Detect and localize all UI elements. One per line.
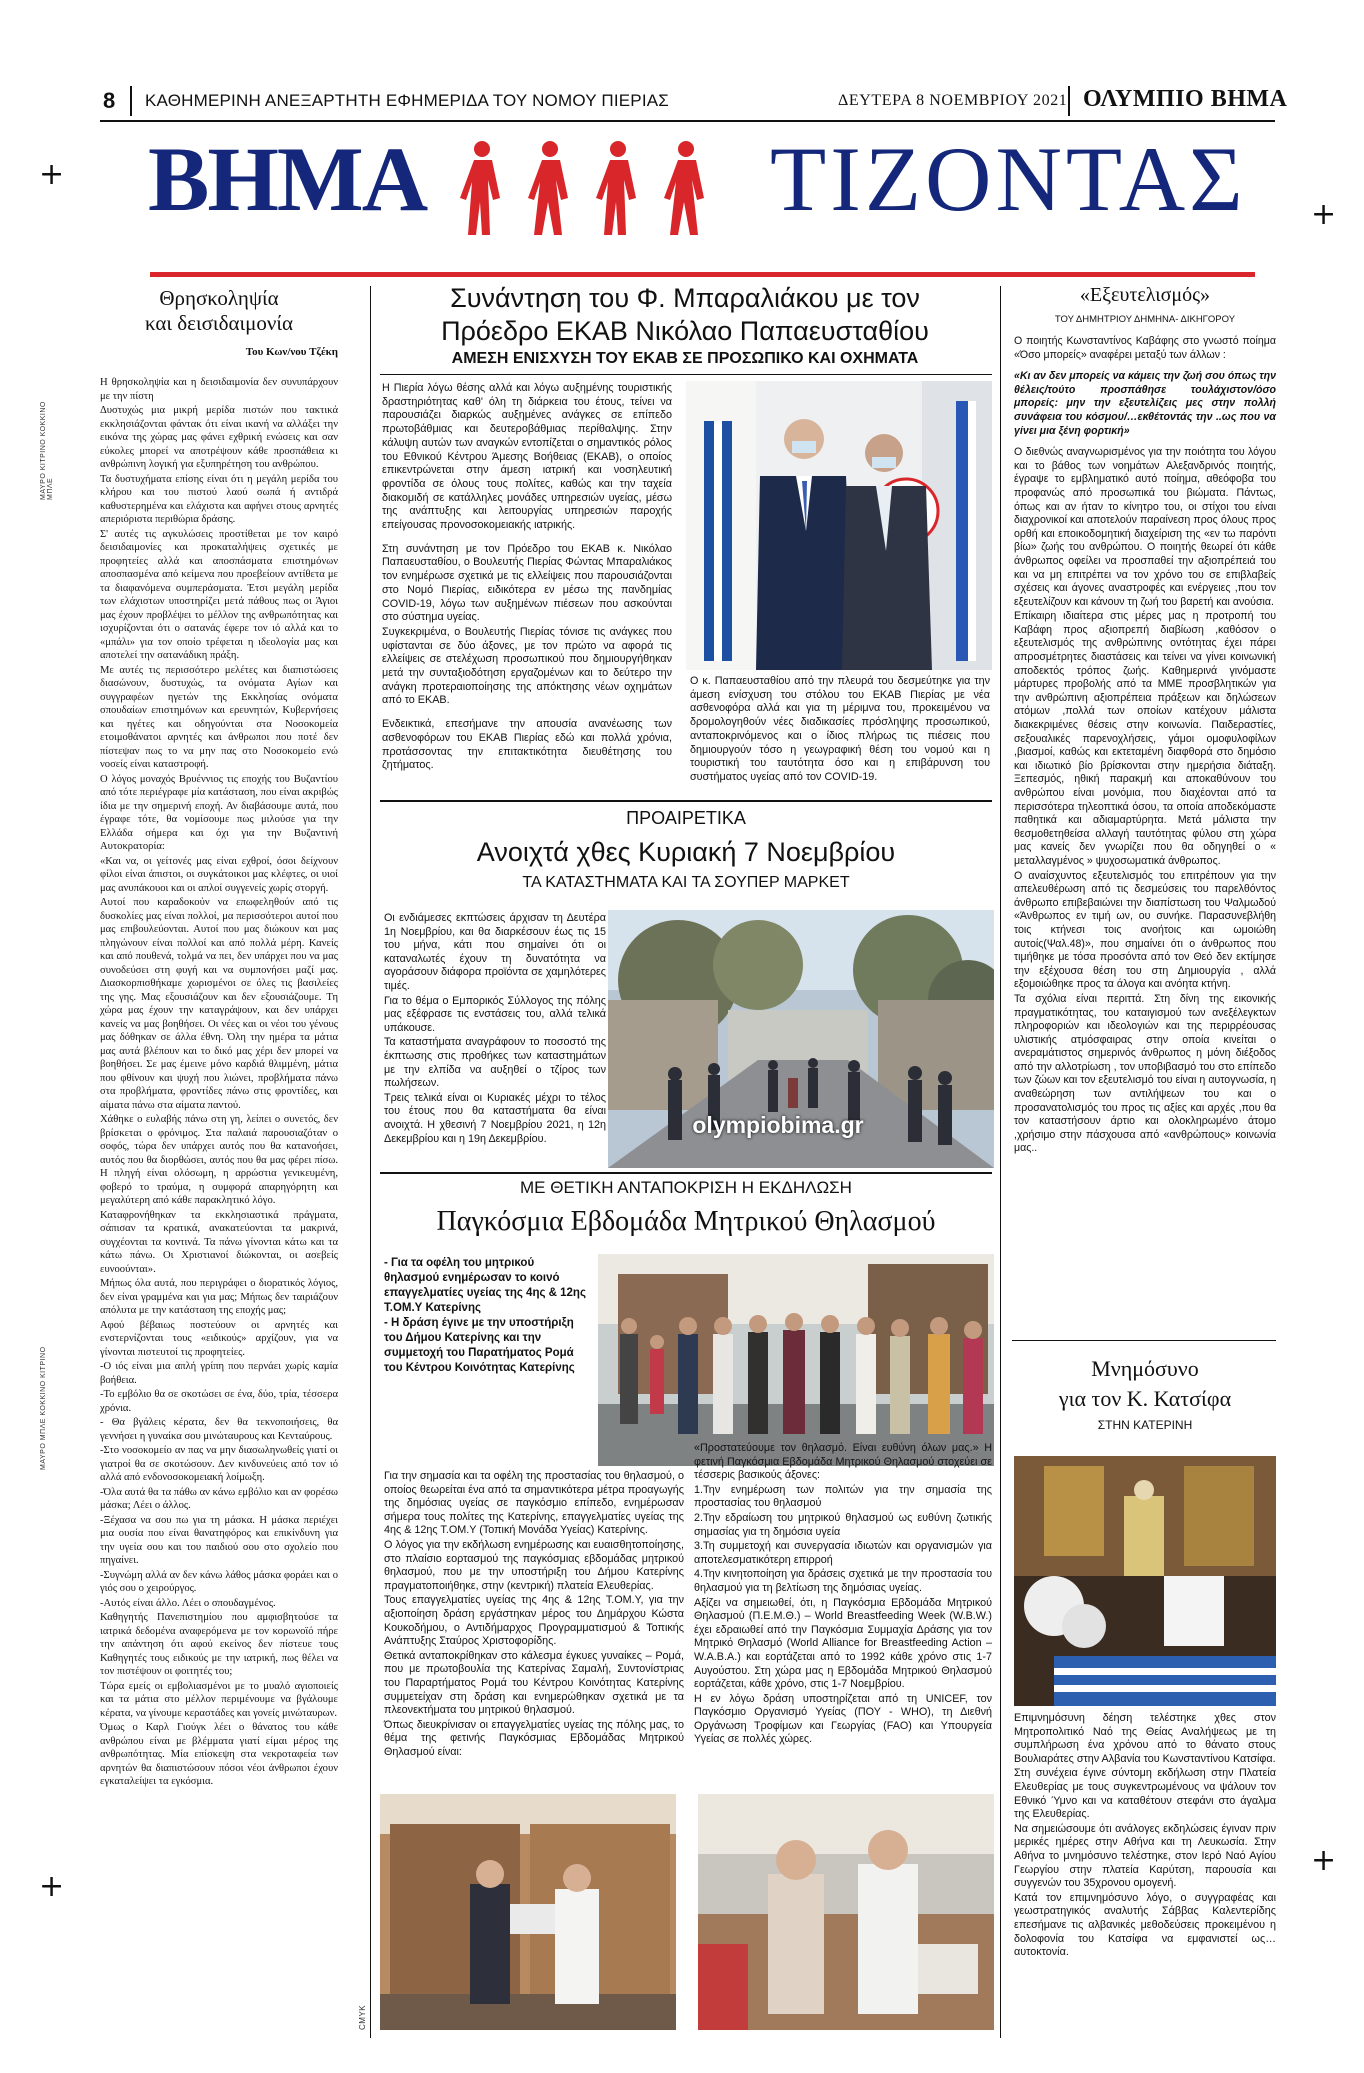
crop-mark: + bbox=[39, 1869, 65, 1904]
article-kicker: ΜΕ ΘΕΤΙΚΗ ΑΝΤΑΠΟΚΡΙΣΗ Η ΕΚΔΗΛΩΣΗ bbox=[520, 1178, 852, 1197]
paragraph: Κατά τον επιμνημόσυνο λόγο, ο συγγραφέας και γεωστρατηγικός αναλυτής Σάββας Καλεντερίδης επεσήμανε τις αλβανικές μεθοδεύσεις προκειμένου η δολοφονία του Κατσίφα να εμφανιστεί ως… αυτοκτονία. bbox=[1014, 1891, 1276, 1959]
paragraph: Μήπως όλα αυτά, που περιγράφει ο διορατικός λόγιος, δεν είναι γραμμένα και για μας; Μήπως δεν ταιριάζουν απόλυτα με την κατάσταση της εποχής μας; bbox=[100, 1278, 338, 1316]
article-author: ΤΟΥ ΔΗΜΗΤΡΙΟΥ ΔΗΜΗΝΑ- ΔΙΚΗΓΟΡΟΥ bbox=[1054, 314, 1236, 325]
article-humiliation bbox=[1014, 282, 1276, 1157]
poem-quote: «Κι αν δεν μπορείς να κάμεις την ζωή σου όπως την θέλεις/τούτο προσπάθησε τουλάχιστον/όσο μπορείς: μην την εξευτελίζεις μες στην πολλή συνάφεια του κόσμου/…εκθέτοντάς την ..ως που να γίνει μια ξένη φορτική» bbox=[1014, 370, 1276, 437]
article-body bbox=[384, 912, 606, 1147]
paragraph: Η θρησκοληψία και η δεισιδαιμονία δεν συνυπάρχουν με την πίστη bbox=[100, 377, 338, 402]
article-author: Του Κων/νου Τζέκη bbox=[245, 346, 338, 358]
article-title: για τον Κ. Κατσίφα bbox=[1058, 1386, 1232, 1411]
article-subtitle: ΣΤΗΝ ΚΑΤΕΡΙΝΗ bbox=[1097, 1418, 1193, 1432]
article-title: Θρησκοληψία bbox=[159, 286, 279, 310]
paragraph: -Ο ιός είναι μια απλή γρίπη που περνάει χωρίς καμία βοήθεια. bbox=[100, 1361, 338, 1386]
paragraph: - Θα βγάλεις κέρατα, δεν θα τεκνοποιήσεις, θα γεννήσει η γυναίκα σου μινώταυρους και Κενταύρους. bbox=[100, 1417, 338, 1442]
paragraph: Σ' αυτές τις αγκυλώσεις προστίθεται με τον καιρό δεισιδαιμονίες και προκαταλήψεις σχετικές με προφητείες αλλά και αποσπάσματα επιστημόνων αποσπασμένα από κείμενα που προεβείουν αντίθετα με τα διαφανόμενα συμπεράσματα. Έτσι μεγάλη μερίδα των ελάχιστων υποστηρίζει μετά πάθους πως οι Άγιοι μας έχουν προβλέψει το μέλλον της ανθρωπότητας και ισχυρίζονται ότι ο σατανάς έφερε τον ιό αλλά και το «μπάλι» για τον οποίο τρέφεται η ιδεολογία μας και αποτελεί την σατανάδικη πράξη. bbox=[100, 528, 338, 661]
paragraph: «Και να, οι γείτονές μας είναι εχθροί, όσοι δείχνουν φίλοι είναι άπιστοι, οι συγκάτοικοι μας κλέφτες, οι υιοί μας ανυπάκουοι και οι απλοί συγγενείς χωρίς στοργή. bbox=[100, 855, 338, 894]
paragraph: Η Πιερία λόγω θέσης αλλά και λόγω αυξημένης τουριστικής δραστηριότητας καθ' όλη τη διάρκεια του έτους, τείνει να παρουσιάζει διαρκώς αυξημένες ανάγκες σε επίπεδο πρωτοβάθμιας και δευτεροβάθμιας περίθαλψης. Στην κάλυψη αυτών των αναγκών εντοπίζεται ο σημαντικός ρόλος του Εθνικού Κέντρου Άμεσης Βοήθειας (ΕΚΑΒ), ο οποίος επικεντρώνεται στην άμεση ιατρική και νοσηλευτική φροντίδα σε όλους τους πολίτες, καθώς και την ταχεία διακομιδή σε κατάλληλες μονάδες υπηρεσιών υγείας, μέσω της ανάπτυξης και λειτουργίας υπηρεσιών παροχής επείγουσας προνοσοκομειακής ιατρικής. bbox=[382, 382, 672, 532]
paragraph: -Συγνώμη αλλά αν δεν κάνω λάθος μάσκα φοράει και ο γιός σου ο χειρούργος. bbox=[100, 1569, 338, 1594]
section-rule bbox=[380, 800, 992, 802]
paragraph: Καταφρονήθηκαν τα εκκλησιαστικά πράγματα, σάπισαν τα κρατικά, ανακατεύονται τα μακρινά, συγχέονται τα κοντινά. Τα πάνω γίνονται κάτω και τα κάτω πάνω. Οι Χριστιανοί διώκονται, οι ασεβείς ευνοούνται». bbox=[100, 1209, 338, 1275]
paragraph: Οι ενδιάμεσες εκπτώσεις άρχισαν τη Δευτέρα 1η Νοεμβρίου, και θα διαρκέσουν έως τις 15 του μήνα, κάτι που σημαίνει ότι οι καταναλωτές έχουν τη δυνατότητα να αγοράσουν διάφορα προϊόντα σε χαμηλότερες τιμές. bbox=[384, 912, 606, 992]
article-memorial bbox=[1014, 1354, 1276, 1432]
article-title: «Εξευτελισμός» bbox=[1079, 284, 1211, 306]
walking-figures-logo bbox=[450, 140, 750, 240]
paragraph: -Όλα αυτά θα τα πάθω αν κάνω εμβόλιο και αν φορέσω μάσκα; Λέει ο άλλος. bbox=[100, 1486, 338, 1511]
highlight-line: - Για τα οφέλη του μητρικού θηλασμού ενημέρωσαν το κοινό επαγγελματίες υγείας της 4ης & 12ης Τ.ΟΜ.Υ Κατερίνης bbox=[384, 1257, 586, 1314]
header-rule bbox=[100, 120, 1275, 122]
paragraph: -Ξέχασα να σου πω για τη μάσκα. Η μάσκα περιέχει μια ουσία που είναι θανατηφόρος και επικίνδυνη για την υγεία σου και του παιδιού σου στο σχολείο που πηγαίνει. bbox=[100, 1514, 338, 1566]
paragraph: Ο διεθνώς αναγνωρισμένος για την ποιότητα του λόγου και το βάθος των νοημάτων Αλεξανδρινός ποιητής, έγραψε το εμβληματικό αυτό ποίημα, αθεόφοβα του προφανώς από προσωπικά του βιώματα. Πάντως, όπως και αν ήταν το κίνητρο του, οι στίχοι του είναι διαχρονικοί και αποτελούν παραίνεση προς όλους προς ορθή και εποικοδομητική διαχείριση της «εν τω παρόντι βίω» ζωής του ανθρώπου. Ο ποιητής θεωρεί ότι κάθε άνθρωπος οφείλει να προσπαθεί την αξιοπρέπειά του και να μη επιτρέπει να τον χρόνο του σε επιβλαβείς σχέσεις και άγονες αναστροφές και ενέργειες ,που τον εξευτελίζουν και κάνουν τη ζωή του βαρετή και ανούσια. bbox=[1014, 446, 1276, 608]
header-divider bbox=[1068, 86, 1070, 116]
color-strip: ΜΑΥΡΟ ΜΠΛΕ ΚΟΚΚΙΝΟ ΚΙΤΡΙΝΟ bbox=[40, 1346, 47, 1470]
paragraph: Τα σχόλια είναι περιττά. Στη δίνη της εικονικής πραγματικότητας, του καταιγισμού των ανεξέλεγκτων πληροφοριών και ιδεολογιών και της περιρρέουσας υλιστικής ατμόσφαιρας στην οποία κινείται ο ανεραμάτιστος σημερινός άνθρωπος η μόνη διέξοδος από την αλλοτρίωση , τον υποβιβασμό του στο επίπεδο των ζώων και τον εξευτελισμό του είναι η αυτογνωσία, η αναθεώρηση των αντιλήψεων του και ο προσανατολισμός του προς τις αξίες και αρχές ,που θα τον καταστήσουν άρτιο και ολοκληρωμένο άτομο ,χρήσιμο στην πάσχουσα από «ανθρώπους» κοινωνία μας.. bbox=[1014, 992, 1276, 1155]
masthead-right: ΤΙΖΟΝΤΑΣ bbox=[770, 128, 1247, 230]
article-body bbox=[382, 382, 672, 774]
crop-mark: + bbox=[39, 157, 65, 192]
info-booth-photo-1 bbox=[380, 1794, 676, 2030]
article-title: Μνημόσυνο bbox=[1091, 1356, 1199, 1381]
article-highlights bbox=[384, 1256, 592, 1376]
article-body bbox=[384, 1470, 684, 1760]
paragraph: «Προστατεύουμε τον θηλασμό. Είναι ευθύνη όλων μας.» Η φετινή Παγκόσμια Εβδομάδα Μητρικού Θηλασμού στοχεύει σε τέσσερις βασικούς άξονες: bbox=[694, 1442, 992, 1482]
paragraph: Ο ποιητής Κωνσταντίνος Καβάφης στο γνωστό ποίημα «Όσο μπορείς» αναφέρει μεταξύ των άλλων : bbox=[1014, 335, 1276, 361]
article-ekab bbox=[380, 282, 990, 368]
article-title: Παγκόσμια Εβδομάδα Μητρικού Θηλασμού bbox=[436, 1206, 936, 1237]
paragraph: Στη συνάντηση με τον Πρόεδρο του ΕΚΑΒ κ. Νικόλαο Παπαευσταθίου, ο Βουλευτής Πιερίας Φώντας Μπαραλιάκος τον ενημέρωσε σχετικά με τις ελλείψεις που παρουσιάζονται στο Νομό Πιερίας, ειδικότερα εν μέσω της πανδημίας COVID-19, λόγω των αυξημένων πιέσεων που ασκούνται στο σύστημα υγείας. bbox=[382, 542, 672, 624]
paragraph: Τους επαγγελματίες υγείας της 4ης & 12ης Τ.ΟΜ.Υ, για την αξιοποίηση δράση εργάστηκαν μέρος του Δημάρχου Κώστα Κουκοδήμου, ο Αντιδήμαρχος Προγραμματισμού & Τοπικής Ανάπτυξης Σταύρος Χριστοφορίδης. bbox=[384, 1594, 684, 1648]
paragraph: Με αυτές τις περισσότερο μελέτες και διαπιστώσεις διασώνουν, δυστυχώς, τα ονόματα Αγίων και συγγραφέων ηγετών της Εκκλησίας ονόματα σπουδαίων επιστημόνων και ερευνητών, Κυβερνήσεις και ηγέτες και οδηγούνται στα Νοσοκομεία ετοιμοθάνατοι αρνητές και άνθρωποι που ποτέ δεν πίστεψαν πως το να μην πας στο Νοσοκομείο ενώ νοσείς είναι καταστροφή. bbox=[100, 664, 338, 770]
paragraph: Ο αναίσχυντος εξευτελισμός του επιτρέπουν για την απελευθέρωση από τις δεσμεύσεις του παρελθόντος άνθρωπο επιβεβαιώνει την διαπίστωση του Ψαλμωδού «Άνθρωπος εν τιμή ων, ου συνήκε. Παρασυνεβλήθη τοις κτήνεσι τοις ανοήτοις και ωμοιώθη αυτοίς(Ψαλ.48)», που σημαίνει ότι ο άνθρωπος που τιμήθηκε με τόσα προσόντα από τον Θεό δεν εκτίμησε την εξέχουσα θέση του στη Δημιουργία , αλλά εξομοιώθηκε προς τα άλογα και ανόητα κτήνη. bbox=[1014, 869, 1276, 991]
paragraph: Για την σημασία και τα οφέλη της προστασίας του θηλασμού, ο οποίος θεωρείται ένα από τα σημαντικότερα μέτρα προαγωγής της δημόσιας υγείας σε παγκόσμιο επίπεδο, ενημέρωσαν σήμερα τους πολίτες της Κατερίνης, επαγγελματίες υγείας της 4ης & 12ης Τ.ΟΜ.Υ (Τοπική Μονάδα Υγείας) Κατερίνης. bbox=[384, 1470, 684, 1537]
article-superstition bbox=[100, 286, 338, 1790]
article-body bbox=[1014, 335, 1276, 1156]
paragraph: Επίκαιρη ιδιαίτερα στις μέρες μας η προτροπή του Καβάφη προς αξιοπρεπή διαβίωση ,καθόσον ο εξευτελισμός της ανθρώπινης οντότητας έχει πάρει απροσμέτρητες διαστάσεις και τείνει να γίνει κοινωνική αποδεκτός τρόπος ζωής. Καθημερινά γινόμαστε μάρτυρες προβολής από τα ΜΜΕ προσβλητικών για την ανθρώπινη αξιοπρέπεια πράξεων και δηλώσεων ατόμων ,πολλά των οποίων κατέχουν μάλιστα διακεκριμένες θέσεις στην κοινωνία. Παιδεραστίες, σεξουαλικές παρενοχλήσεις, γάμοι ομοφυλοφίλων ,βιασμοί, καθώς και εκτεταμένη διαφθορά στο δημόσιο και ιδιωτικό βίο βρίσκονται στην ημερήσια διάταξη. Ξεπεσμός, ηθική παρακμή και αποκαθύνουν του ανθρώπου είναι μονόμια, που διαχέονται από τα περισσότερα τηλεοπτικά όσου, τα οποία αποδεκόμαστε παθητικά και αδιαμαρτύρητα. Μετά μάλιστα την θεσμοθετηθείσα αλλαγή ταυτότητας φύλου στη χώρα μας κανείς δεν γνωρίζει που θα οδηγηθεί ο « μεταλλαγμένος » ψυχοσωματικά άνθρωπος. bbox=[1014, 610, 1276, 867]
paragraph: Αυτοί που καραδοκούν να επωφεληθούν από τις δυσκολίες μας είναι πολλοί, μα περισσότεροι αυτοί που μας επιβουλεύονται. Αυτοί που μας διώκουν και μας πληγώνουν είναι πολλοί και από πολλά μέρη. Κανείς και από πουθενά, τολμά να πει, δεν υπάρχει που να μας συνοδεύσει στη φυγή και να συμπονήσει μαζί μας. Διασκορπισθήκαμε χωρισμένοι σε όλες τις βασιλείες της γης. Μας εξουσιάζουν και δεν εξουσιάζουμε. Τη χώρα μας έχουν την καταγράψουν, και δεν υπάρχει κανείς να μας βοηθήσει. Οι νέες και οι νέοι του γένους μας δόθηκαν σε άλλα έθνη. Όλη την ημέρα τα μάτια μας αυτά βλέπουν και το δικό μας χέρι δεν μπορεί να βοηθήσει. Σε μας έμεινε μόνο καρδιά θλιμμένη, μάτια που φθίνουν και ψυχή που λιώνει, προβλήματα πάνω στα προβλήματα, φροντίδες πάνω στις φροντίδες, και αίματα πάνω στα αίματα παντού. bbox=[100, 897, 338, 1111]
newspaper-subtitle: ΚΑΘΗΜΕΡΙΝΗ ΑΝΕΞΑΡΤΗΤΗ ΕΦΗΜΕΡΙΔΑ ΤΟΥ ΝΟΜΟΥ ΠΙΕΡΙΑΣ bbox=[145, 91, 670, 110]
paragraph: Τα καταστήματα αναγράφουν το ποσοστό της έκπτωσης στις προθήκες των καταστημάτων με την ελπίδα να αυξηθεί ο τζίρος των πωλήσεων. bbox=[384, 1036, 606, 1090]
ekab-meeting-photo bbox=[686, 381, 992, 670]
crop-mark: + bbox=[1311, 197, 1337, 232]
paragraph: Επιμνημόσυνη δέηση τελέστηκε χθες στον Μητροπολιτικό Ναό της Θείας Αναλήψεως με τη συμπλήρωση ένα χρόνου από το θάνατο στους Βουλιαράτες στην Αλβανία του Κωνσταντίνου Κατσίφα. bbox=[1014, 1712, 1276, 1765]
article-title: Συνάντηση του Φ. Μπαραλιάκου με τον bbox=[450, 283, 920, 313]
paragraph: Ενδεικτικά, επεσήμανε την απουσία ανανέωσης των ασθενοφόρων του ΕΚΑΒ Πιερίας εδώ και πολλά χρόνια, προτάσσοντας την επιτακτικότητα διευθέτησης του ζητήματος. bbox=[382, 718, 672, 772]
paragraph: Αξίζει να σημειωθεί, ότι, η Παγκόσμια Εβδομάδα Μητρικού Θηλασμού (Π.Ε.Μ.Θ.) – World Breastfeeding Week (W.B.W.) έχει εδραιωθεί από την Παγκόσμια Συμμαχία Δράσης για τον Μητρικό Θηλασμό (World Alliance for Breastfeeding Action – W.A.B.A.) και εορτάζεται από το 1992 κάθε χρόνο στις 1-7 Αυγούστου. Στη χώρα μας η Εβδομάδα Μητρικού Θηλασμού εορτάζεται, κάθε χρόνο, στις 1-7 Νοεμβρίου. bbox=[694, 1596, 992, 1691]
paragraph: Τα δυστυχήματα επίσης είναι ότι η μεγάλη μερίδα του κλήρου και του πιστού λαού σωπά ή αντιδρά καθυστερημένα και ελάχιστα και αφήνει στους αρνητές απεριόριστα περιθώρια δράσης. bbox=[100, 473, 338, 525]
article-subtitle: ΤΑ ΚΑΤΑΣΤΗΜΑΤΑ ΚΑΙ ΤΑ ΣΟΥΠΕΡ ΜΑΡΚΕΤ bbox=[522, 874, 850, 891]
newspaper-brand: ΟΛΥΜΠΙΟ ΒΗΜΑ bbox=[1083, 86, 1288, 112]
paragraph: Για το θέμα ο Εμπορικός Σύλλογος της πόλης μας εξέφρασε τις ενστάσεις του, αλλά τελικά υπάκουσε. bbox=[384, 994, 606, 1034]
paragraph: Συγκεκριμένα, ο Βουλευτής Πιερίας τόνισε τις ανάγκες που υφίστανται σε δύο άξονες, με τον πρώτο να αφορά τις ελλείψεις σε στελέχωση προσωπικού που δημιουργήθηκαν μετά την συνταξιοδότηση εργαζομένων και το δεύτερο την ανάγκη προτεραιοποίησης της απόκτησης νέων οχημάτων από το ΕΚΑΒ. bbox=[382, 625, 672, 707]
section-rule bbox=[380, 374, 992, 375]
paragraph: -Στο νοσοκομείο αν πας να μην διασωληνωθείς γιατί οι γιατροί θα σε σκοτώσουν. Δεν κινδυνεύεις από τον ιό αλλά από ενδονοσοκομειακή λοίμωξη. bbox=[100, 1445, 338, 1483]
street-shopping-photo bbox=[608, 910, 994, 1168]
paragraph: 1.Την ενημέρωση των πολιτών για την σημασία της προστασίας του θηλασμού bbox=[694, 1483, 992, 1510]
header-divider bbox=[130, 86, 132, 116]
article-body bbox=[1014, 1712, 1276, 1961]
color-strip: ΜΑΥΡΟ ΚΙΤΡΙΝΟ ΚΟΚΚΙΝΟ ΜΠΛΕ bbox=[40, 401, 54, 500]
article-title: Πρόεδρο ΕΚΑΒ Νικόλαο Παπαευσταθίου bbox=[441, 316, 929, 346]
paragraph: 4.Την κινητοποίηση για δράσεις σχετικά με την προστασία του θηλασμού για τη βελτίωση της δημόσιας υγείας. bbox=[694, 1568, 992, 1594]
paragraph: Χάθηκε ο ευλαβής πάνω στη γη, λείπει ο συνετός, δεν βρίσκεται ο φρόνιμος. Στα παλαιά παρουσιαζόταν ο σοφός, τώρα δεν υπάρχει αυτός που θα κατανοήσει, αυτός που θα διορθώσει, αυτός που θα μας φέρει πίσω. Η πληγή είναι ολόσωμη, η αρρώστια γενικευμένη, φοβερό το τραύμα, η συμφορά απαρηγόρητη και μεγαλύτερη από κάθε παρακλητικό λόγο. bbox=[100, 1114, 338, 1206]
crop-mark: + bbox=[1311, 1843, 1337, 1878]
paragraph: Να σημειώσουμε ότι ανάλογες εκδηλώσεις έγιναν πριν μερικές ημέρες στην Αθήνα και τη Λευκωσία. Στην Αθήνα το μνημόσυνο τελέστηκε, στον Ιερό Ναό Αγίου Γεωργίου στην πλατεία Καρύτση, παρουσία και συγγενών του 35χρονου ομογενή. bbox=[1014, 1822, 1276, 1890]
paragraph: Καθηγητής Πανεπιστημίου που αμφισβητούσε τα ιατρικά δεδομένα αναφερόμενα με τον κορωνοϊό πήρε την απάντηση ότι αφού εκείνος δεν πίστευε τους Καθηγητές τους ειδικούς με την ιατρική, πως θέλει να τον πιστέψουν οι φοιτητές του; bbox=[100, 1612, 338, 1677]
article-body bbox=[100, 376, 338, 1789]
masthead-red-bar bbox=[150, 272, 1255, 277]
article-title: και δεισιδαιμονία bbox=[144, 311, 294, 335]
page-number: 8 bbox=[103, 88, 116, 113]
section-rule bbox=[380, 1172, 992, 1174]
paragraph: 3.Τη συμμετοχή και συνεργασία ιδιωτών και οργανισμών για αποτελεσματικότερη επιρροή bbox=[694, 1540, 992, 1566]
paragraph: -Το εμβόλιο θα σε σκοτώσει σε ένα, δύο, τρία, τέσσερα χρόνια. bbox=[100, 1389, 338, 1414]
section-rule bbox=[1012, 1340, 1276, 1341]
paragraph: 2.Την εδραίωση του μητρικού θηλασμού ως ευθύνη ζωτικής σημασίας για τη δημόσια υγεία bbox=[694, 1511, 992, 1538]
issue-date: ΔΕΥΤΕΡΑ 8 ΝΟΕΜΒΡΙΟΥ 2021 bbox=[838, 92, 1068, 109]
paragraph: Στη συνέχεια έγινε σύντομη εκδήλωση στην Πλατεία Ελευθερίας με τους συγκεντρωμένους να ψάλουν τον Εθνικό Ύμνο και να καταθέτουν στεφάνι στο άγαλμα της Ελευθερίας. bbox=[1014, 1767, 1276, 1821]
paragraph: Ο λόγος για την εκδήλωση ενημέρωσης και ευαισθητοποίησης, στο πλαίσιο εορτασμού της παγκόσμιας εβδομάδας μητρικού θηλασμού, που με την υποστήριξη του Δήμου Κατερίνης πραγματοποιήθηκε, στην (κεντρική) πλατεία Ελευθερίας. bbox=[384, 1538, 684, 1592]
masthead-left: ΒΗΜΑ bbox=[148, 128, 427, 230]
paragraph: Αφού βέβαιως ποστεύουν οι αρνητές και ενστερνίζονται τους «ειδικούς» αρχίζουν, για να γίνονται πιστευτοί τις προφητείες. bbox=[100, 1319, 338, 1358]
cmyk-strip: CMYK bbox=[358, 2004, 367, 2030]
photo-watermark: olympiobima.gr bbox=[692, 1112, 864, 1138]
paragraph: Η εν λόγω δράση υποστηρίζεται από τη UNICEF, τον Παγκόσμιο Οργανισμό Υγείας (ΠΟΥ - WHO), τη Διεθνή Οργάνωση Τροφίμων και Γεωργίας (FAO) και Υπουργεία Υγείας σε πολλές χώρες. bbox=[694, 1692, 992, 1746]
paragraph: Όμως ο Καρλ Γιούγκ λέει ο θάνατος του κάθε ανθρώπου είναι με βλέμματα γιατί είμαι μέρος της ανθρωπότητας. Μία επίσκεψη στα νεκροταφεία των αρνητών θα διαπιστώσουν πόσοι νέοι άνθρωποι έχουν εγκαταλείψει τα εγκόσμια. bbox=[100, 1722, 338, 1787]
info-booth-photo-2 bbox=[698, 1794, 994, 2030]
paragraph: Δυστυχώς μια μικρή μερίδα πιστών που τακτικά εκκλησιάζονται φάντακ ότι είναι ικανή να αλλάξει την εικόνα της χώρας μας φάνει εχθρική ενώσεις και σαν εύκολες μπορεί να αποτρέψουν κάθε προσπάθεια κι ανθρώπινη λογική για εξυπηρέτηση του ανθρώπου. bbox=[100, 405, 338, 470]
paragraph: Τρεις τελικά είναι οι Κυριακές μέχρι το τέλος του έτους που θα καταστήματα θα είναι ανοιχτά. Η χθεσινή 7 Νοεμβρίου 2021, η 12η Δεκεμβρίου και η 19η Δεκεμβρίου. bbox=[384, 1091, 606, 1145]
paragraph: -Αυτός είναι άλλο. Λέει ο σπουδαγμένος. bbox=[100, 1597, 276, 1609]
health-workers-group-photo bbox=[598, 1254, 994, 1466]
paragraph: Όπως διευκρίνισαν οι επαγγελματίες υγείας της πόλης μας, το θέμα της φετινής Παγκόσμιας Εβδομάδας Μητρικού Θηλασμού είναι: bbox=[384, 1718, 684, 1758]
article-subtitle: ΑΜΕΣΗ ΕΝΙΣΧΥΣΗ ΤΟΥ ΕΚΑΒ ΣΕ ΠΡΟΣΩΠΙΚΟ ΚΑΙ ΟΧΗΜΑΤΑ bbox=[451, 350, 919, 367]
article-kicker: ΠΡΟΑΙΡΕΤΙΚΑ bbox=[626, 808, 746, 828]
paragraph: Θετικά ανταποκρίθηκαν στο κάλεσμα έγκυες γυναίκες – Ρομά, που με πρωτοβουλία της Κατερίνας Σαμαλή, Συντονίστριας του Παραρτήματος Ρομά του Κέντρου Κοινότητας Κατερίνης συμμετείχαν στη δράση και ενημερώθηκαν σχετικά με τα πλεονεκτήματα του μητρικού θηλασμού. bbox=[384, 1649, 684, 1717]
column-rule bbox=[1000, 286, 1001, 2038]
paragraph: Τώρα εμείς οι εμβολιασμένοι με το μυαλό αγιοποιείς και τα μάτια στο μέλλον περιμένουμε να βγάλουμε κέρατα, να γίνουμε κεραστάδες και γονείς μινώταυρων. bbox=[100, 1680, 338, 1719]
column-rule bbox=[370, 286, 371, 2038]
paragraph: Ο λόγος μοναχός Βρυέννιος τις εποχής του Βυζαντίου από τότε περιέγραφε μία κατάσταση, που είναι ακριβώς ίδια με την σημερινή εποχή. Αν διαβάσουμε αυτά, που έγραφε τότε, θα νομίσουμε πως μιλούσε για την Ελλάδα σήμερα και όχι για την Βυζαντινή Αυτοκρατορία: bbox=[100, 773, 338, 852]
article-body bbox=[694, 1442, 992, 1748]
photo-caption: Ο κ. Παπαευσταθίου από την πλευρά του δεσμεύτηκε για την άμεση ενίσχυση του στόλου του ΕΚΑΒ Πιερίας με νέα ασθενοφόρα αλλά και για τη μέριμνα του, προκειμένου να δρομολογηθούν νέες διαδικασίες πρόσληψης προσωπικού, ανταποκρινόμενος και ο ίδιος πλήρως τις πιέσεις που δημιουργούν τόσο η γεωγραφική θέση του νομού και η τουριστική του ταυτότητα όσο και η επιβάρυνση του συστήματος υγείας από τον COVID-19. bbox=[690, 675, 990, 783]
church-memorial-photo bbox=[1014, 1456, 1276, 1706]
highlight-line: - Η δράση έγινε με την υποστήριξη του Δήμου Κατερίνης και την συμμετοχή του Παρατήματος Ρομά του Κέντρου Κοινότητας Κατερίνης bbox=[384, 1317, 575, 1374]
article-title: Ανοιχτά χθες Κυριακή 7 Νοεμβρίου bbox=[476, 837, 896, 867]
